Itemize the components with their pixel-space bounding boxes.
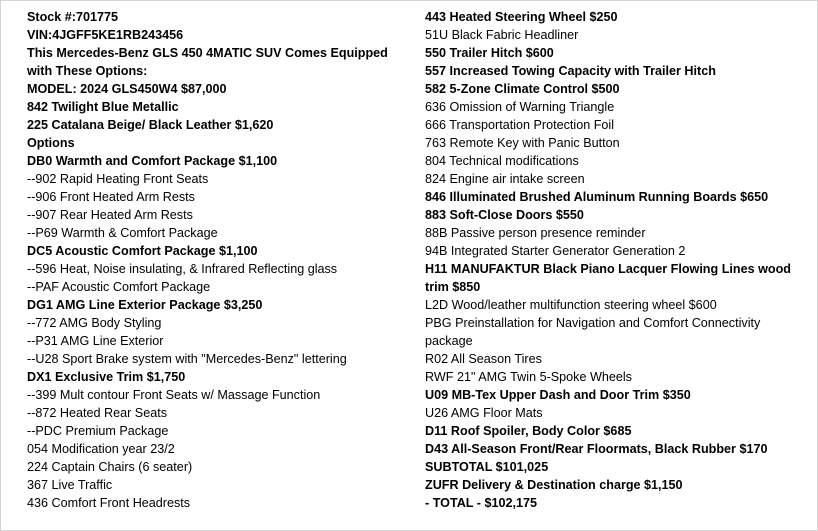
left-line: 225 Catalana Beige/ Black Leather $1,620 bbox=[27, 118, 274, 132]
right-line: 883 Soft-Close Doors $550 bbox=[425, 208, 584, 222]
right-line: PBG Preinstallation for Navigation and Comfort Connectivity bbox=[425, 316, 761, 330]
right-line: L2D Wood/leather multifunction steering wheel $600 bbox=[425, 298, 717, 312]
left-line: Stock #:701775 bbox=[27, 10, 119, 24]
left-line: --906 Front Heated Arm Rests bbox=[27, 190, 195, 204]
right-line: 94B Integrated Starter Generator Generation 2 bbox=[425, 244, 686, 258]
left-line: DX1 Exclusive Trim $1,750 bbox=[27, 370, 186, 384]
left-line: --PDC Premium Package bbox=[27, 424, 169, 438]
right-line: 443 Heated Steering Wheel $250 bbox=[425, 10, 618, 24]
right-line: 557 Increased Towing Capacity with Trailer Hitch bbox=[425, 64, 716, 78]
right-line: SUBTOTAL $101,025 bbox=[425, 460, 549, 474]
right-line: - TOTAL - $102,175 bbox=[425, 496, 537, 510]
right-line: ZUFR Delivery & Destination charge $1,150 bbox=[425, 478, 683, 492]
right-line: package bbox=[425, 334, 473, 348]
left-line: 367 Live Traffic bbox=[27, 478, 113, 492]
left-line: --772 AMG Body Styling bbox=[27, 316, 162, 330]
left-line: DC5 Acoustic Comfort Package $1,100 bbox=[27, 244, 258, 258]
left-line: --P31 AMG Line Exterior bbox=[27, 334, 164, 348]
left-line: 224 Captain Chairs (6 seater) bbox=[27, 460, 193, 474]
left-line: --902 Rapid Heating Front Seats bbox=[27, 172, 209, 186]
left-line: DB0 Warmth and Comfort Package $1,100 bbox=[27, 154, 278, 168]
right-column bbox=[425, 8, 805, 512]
right-line: 846 Illuminated Brushed Aluminum Running Boards $650 bbox=[425, 190, 769, 204]
left-line: 842 Twilight Blue Metallic bbox=[27, 100, 179, 114]
left-line: VIN:4JGFF5KE1RB243456 bbox=[27, 28, 184, 42]
right-line: trim $850 bbox=[425, 280, 481, 294]
left-line: --907 Rear Heated Arm Rests bbox=[27, 208, 193, 222]
left-line: MODEL: 2024 GLS450W4 $87,000 bbox=[27, 82, 227, 96]
left-line: --596 Heat, Noise insulating, & Infrared Reflecting glass bbox=[27, 262, 338, 276]
left-line: DG1 AMG Line Exterior Package $3,250 bbox=[27, 298, 263, 312]
right-line: 550 Trailer Hitch $600 bbox=[425, 46, 554, 60]
left-line: with These Options: bbox=[27, 64, 148, 78]
right-line: 88B Passive person presence reminder bbox=[425, 226, 646, 240]
right-line: 51U Black Fabric Headliner bbox=[425, 28, 579, 42]
right-line: 804 Technical modifications bbox=[425, 154, 579, 168]
left-column bbox=[27, 8, 407, 512]
left-line: Options bbox=[27, 136, 75, 150]
right-line: U26 AMG Floor Mats bbox=[425, 406, 543, 420]
left-line: This Mercedes-Benz GLS 450 4MATIC SUV Comes Equipped bbox=[27, 46, 388, 60]
right-line: 666 Transportation Protection Foil bbox=[425, 118, 615, 132]
left-line: --U28 Sport Brake system with "Mercedes-Benz" lettering bbox=[27, 352, 347, 366]
right-line: D11 Roof Spoiler, Body Color $685 bbox=[425, 424, 632, 438]
left-line: --P69 Warmth & Comfort Package bbox=[27, 226, 218, 240]
left-line: --399 Mult contour Front Seats w/ Massage Function bbox=[27, 388, 321, 402]
right-line: H11 MANUFAKTUR Black Piano Lacquer Flowing Lines wood bbox=[425, 262, 791, 276]
right-line: 582 5-Zone Climate Control $500 bbox=[425, 82, 620, 96]
left-line: --PAF Acoustic Comfort Package bbox=[27, 280, 211, 294]
left-line: 054 Modification year 23/2 bbox=[27, 442, 175, 456]
right-line: 636 Omission of Warning Triangle bbox=[425, 100, 615, 114]
right-line: 824 Engine air intake screen bbox=[425, 172, 585, 186]
right-line: D43 All-Season Front/Rear Floormats, Black Rubber $170 bbox=[425, 442, 768, 456]
right-line: RWF 21" AMG Twin 5-Spoke Wheels bbox=[425, 370, 632, 384]
right-line: 763 Remote Key with Panic Button bbox=[425, 136, 620, 150]
right-line: R02 All Season Tires bbox=[425, 352, 542, 366]
left-line: 436 Comfort Front Headrests bbox=[27, 496, 191, 510]
right-line: U09 MB-Tex Upper Dash and Door Trim $350 bbox=[425, 388, 691, 402]
left-line: --872 Heated Rear Seats bbox=[27, 406, 168, 420]
